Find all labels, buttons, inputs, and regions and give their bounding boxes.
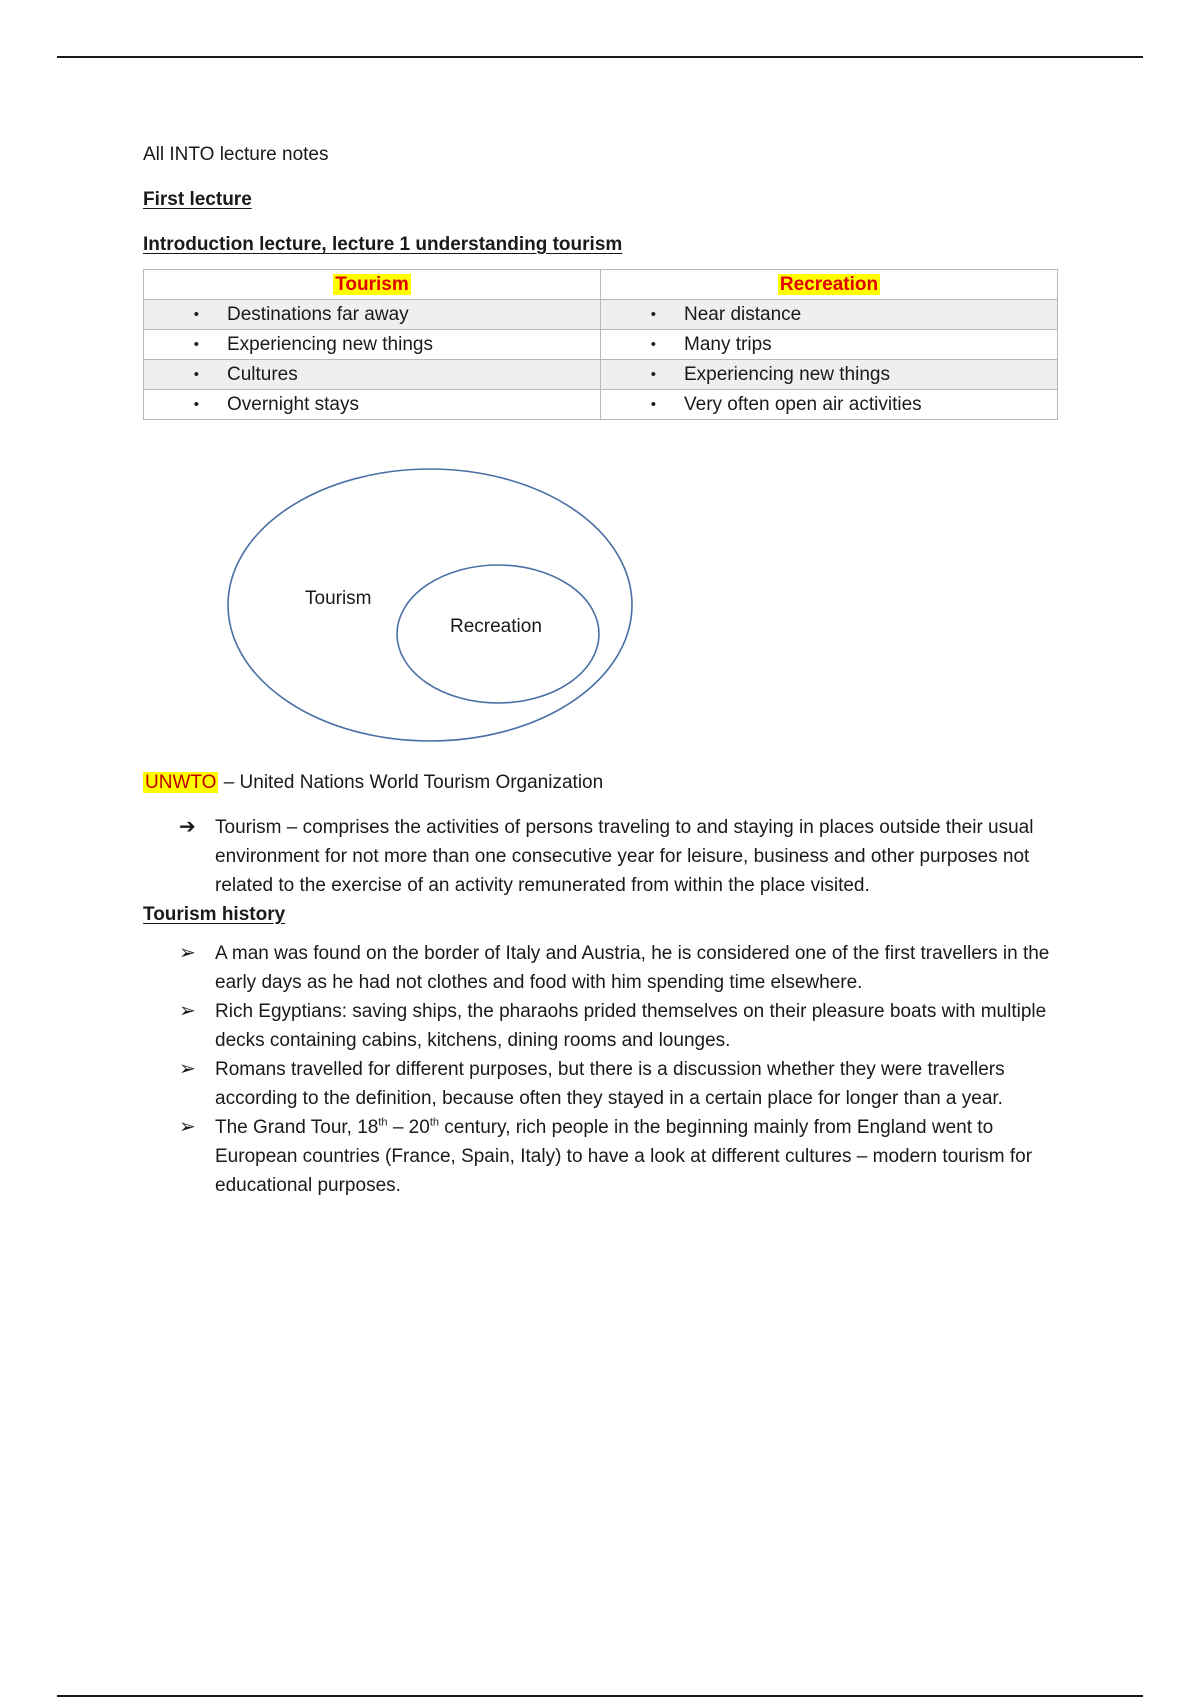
heading-tourism-history: Tourism history bbox=[143, 904, 286, 925]
grand-tour-middle: – 20 bbox=[387, 1117, 430, 1138]
arrowhead-bullet-icon: ➢ bbox=[179, 942, 196, 964]
table-cell bbox=[144, 330, 601, 360]
arrow-right-icon: ➔ bbox=[179, 816, 196, 838]
grand-tour-suffix: century, rich people in the beginning mainly from England went to European countries (France, Spain, Italy) to have a look at different cultures – modern tourism for educational purposes. bbox=[215, 1117, 1033, 1196]
arrowhead-bullet-icon: ➢ bbox=[179, 1000, 196, 1022]
bullet-icon: • bbox=[650, 366, 656, 383]
superscript: th bbox=[429, 1116, 440, 1129]
unwto-line bbox=[143, 768, 1063, 797]
table-row bbox=[144, 300, 1058, 330]
comparison-table bbox=[143, 269, 1058, 420]
heading-first-lecture: First lecture bbox=[143, 189, 252, 210]
definition-text: Tourism – comprises the activities of persons traveling to and staying in places outside their usual environment for not more than one consecutive year for leisure, business and other purposes not related to the exercise of an activity remunerated from within the place visited. bbox=[215, 817, 1034, 896]
table-header-recreation bbox=[601, 270, 1058, 300]
table-cell bbox=[144, 390, 601, 420]
bullet-icon: • bbox=[650, 396, 656, 413]
table-cell bbox=[144, 360, 601, 390]
superscript: th bbox=[378, 1116, 388, 1129]
list-item-text: Romans travelled for different purposes, but there is a discussion whether they were travellers according to the definition, because often they stayed in a certain place for longer than a year. bbox=[215, 1059, 1005, 1109]
header-label-recreation: Recreation bbox=[779, 274, 879, 295]
list-item bbox=[179, 997, 1063, 1055]
table-header-tourism bbox=[144, 270, 601, 300]
cell-text: Destinations far away bbox=[227, 304, 409, 325]
unwto-expansion: – United Nations World Tourism Organization bbox=[218, 772, 604, 793]
table-row bbox=[144, 330, 1058, 360]
bullet-icon: • bbox=[193, 306, 199, 323]
cell-text: Near distance bbox=[684, 304, 802, 325]
outer-label-tourism: Tourism bbox=[305, 588, 372, 609]
cell-text: Many trips bbox=[684, 334, 772, 355]
list-item bbox=[179, 939, 1063, 997]
arrowhead-bullet-icon: ➢ bbox=[179, 1116, 196, 1138]
cell-text: Experiencing new things bbox=[684, 364, 890, 385]
history-list bbox=[143, 939, 1063, 1200]
top-rule bbox=[57, 56, 1143, 58]
bullet-icon: • bbox=[650, 336, 656, 353]
table-cell bbox=[144, 300, 601, 330]
bullet-icon: • bbox=[193, 366, 199, 383]
document-body bbox=[143, 140, 1063, 1200]
bullet-icon: • bbox=[650, 306, 656, 323]
bullet-icon: • bbox=[193, 336, 199, 353]
cell-text: Cultures bbox=[227, 364, 298, 385]
table-cell bbox=[601, 390, 1058, 420]
tourism-definition bbox=[179, 813, 1063, 900]
list-item-text: Rich Egyptians: saving ships, the pharaohs prided themselves on their pleasure boats with multiple decks containing cabins, kitchens, dining rooms and lounges. bbox=[215, 1001, 1047, 1051]
table-row bbox=[144, 360, 1058, 390]
list-item bbox=[179, 1113, 1063, 1200]
cell-text: Very often open air activities bbox=[684, 394, 922, 415]
heading-introduction: Introduction lecture, lecture 1 understanding tourism bbox=[143, 234, 623, 255]
table-cell bbox=[601, 300, 1058, 330]
bottom-rule bbox=[57, 1695, 1143, 1697]
list-item-text-grand-tour bbox=[215, 1113, 1063, 1200]
cell-text: Experiencing new things bbox=[227, 334, 433, 355]
list-item-text: A man was found on the border of Italy and Austria, he is considered one of the first travellers in the early days as he had not clothes and food with him spending time elsewhere. bbox=[215, 943, 1050, 993]
outer-ellipse-tourism bbox=[228, 469, 632, 741]
grand-tour-prefix: The Grand Tour, 18 bbox=[215, 1117, 379, 1138]
inner-label-recreation: Recreation bbox=[450, 616, 542, 637]
table-cell bbox=[601, 360, 1058, 390]
bullet-icon: • bbox=[193, 396, 199, 413]
header-label-tourism: Tourism bbox=[335, 274, 409, 295]
unwto-acronym: UNWTO bbox=[145, 772, 217, 793]
venn-diagram bbox=[143, 468, 783, 768]
table-cell bbox=[601, 330, 1058, 360]
list-item bbox=[179, 1055, 1063, 1113]
cell-text: Overnight stays bbox=[227, 394, 359, 415]
table-header-row bbox=[144, 270, 1058, 300]
table-row bbox=[144, 390, 1058, 420]
document-title: All INTO lecture notes bbox=[143, 144, 329, 165]
arrowhead-bullet-icon: ➢ bbox=[179, 1058, 196, 1080]
